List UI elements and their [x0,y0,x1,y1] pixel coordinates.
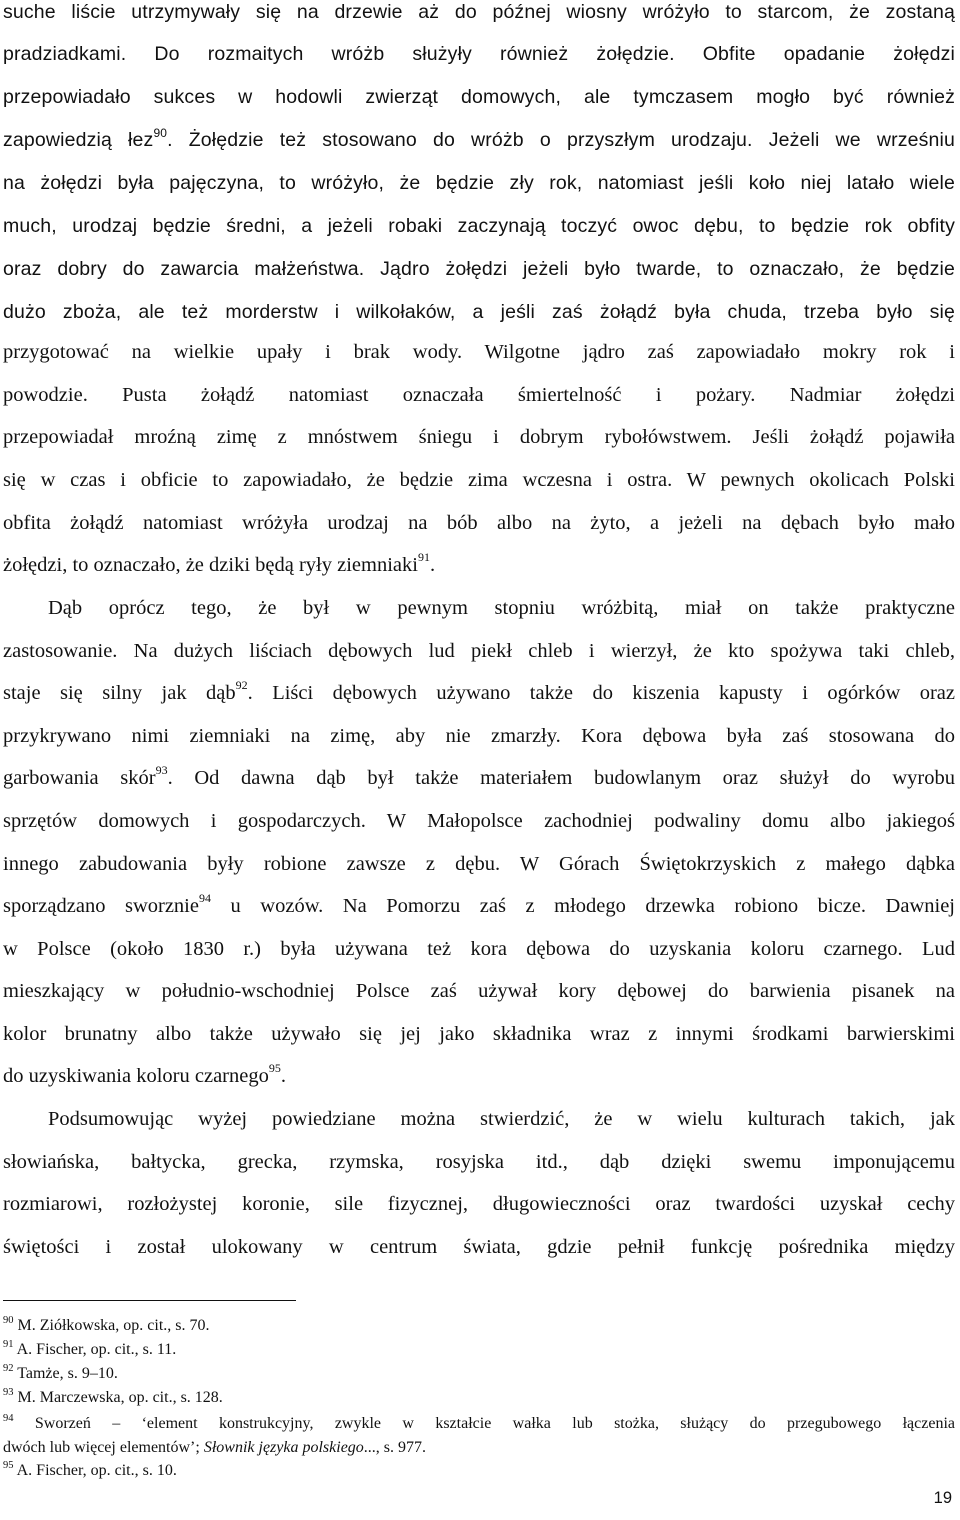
footnote-ref: 91 [417,550,430,565]
text-line: much, urodzaj będzie średni, a jeżeli robaki zaczynają toczyć owoc dębu, to będzie rok obfity [3,215,955,237]
text-line: sporządzano sworznie$^{94}$ u wozów. Na Pomorzu zaś z młodego drzewka robiono bicze. Dawniej [3,891,955,917]
footnote: $^{94}$ Sworzeń – ‘element konstrukcyjny, zwykle w kształcie wałka lub stożka, służący do przegubowego łączenia [3,1412,955,1432]
text-line: zapowiedzią łez$^{90}$. Żołędzie też stosowano do wróżb o przyszłym urodzaju. Jeżeli we wrześniu [3,125,955,151]
text-line: suche liście utrzymywały się na drzewie aż do późnej wiosny wróżyło to starcom, że zostaną [3,1,955,23]
text-line: Podsumowując wyżej powiedziane można stwierdzić, że w wielu kulturach takich, jak [48,1108,955,1130]
text-line: garbowania skór$^{93}$. Od dawna dąb był także materiałem budowlanym oraz służył do wyrobu [3,763,955,789]
footnote: $^{93}$ M. Marczewska, op. cit., s. 128. [3,1386,223,1406]
text-line: dużo zboża, ale też morderstw i wilkołaków, a jeśli zaś żołądź była chuda, trzeba było się [3,301,955,323]
page-number: 19 [933,1489,952,1507]
text-line: oraz dobry do zawarcia małżeństwa. Jądro żołędzi jeżeli było twarde, to oznaczało, że będzie [3,258,955,280]
text-line: kolor brunatny albo także używało się jej jako składnika wraz z innymi środkami barwierskimi [3,1023,955,1045]
footnote: $^{91}$ A. Fischer, op. cit., s. 11. [3,1338,177,1358]
text-line: zastosowanie. Na dużych liściach dębowych lud piekł chleb i wierzył, że kto spożywa taki chleb, [3,640,955,662]
text-line: mieszkający w południo-wschodniej Polsce zaś używał kory dębowej do barwienia pisanek na [3,980,955,1002]
text-line: rozmiarowi, rozłożystej koronie, sile fizycznej, długowieczności oraz twardości uzyskał cechy [3,1193,955,1215]
text-line: pradziadkami. Do rozmaitych wróżb służyły również żołędzie. Obfite opadanie żołędzi [3,43,955,65]
footnote-continuation: dwóch lub więcej elementów’; Słownik języka polskiego..., s. 977. [3,1439,427,1456]
text-line: słowiańska, bałtycka, grecka, rzymska, rosyjska itd., dąb dzięki swemu imponującemu [3,1151,955,1173]
footnote-ref: 90 [153,125,168,140]
text-line: staje się silny jak dąb$^{92}$. Liści dębowych używano także do kiszenia kapusty i ogórków oraz [3,678,955,704]
footnote: $^{90}$ M. Ziółkowska, op. cit., s. 70. [3,1314,210,1334]
footnote-separator [3,1300,296,1301]
text-line: powodzie. Pusta żołądź natomiast oznaczała śmiertelność i pożary. Nadmiar żołędzi [3,384,955,406]
italic-title: Słownik języka polskiego [203,1439,364,1456]
text-line: żołędzi, to oznaczało, że dziki będą ryły ziemniaki$^{91}$. [3,550,436,576]
footnote-ref: 93 [155,763,168,778]
text-line: sprzętów domowych i gospodarczych. W Małopolsce zachodniej podwaliny domu albo jakiegoś [3,810,955,832]
text-line: w Polsce (około 1830 r.) była używana też kora dębowa do uzyskania koloru czarnego. Lud [3,938,955,960]
text-line: przykrywano nimi ziemniaki na zimę, aby nie zmarzły. Kora dębowa była zaś stosowana do [3,725,955,747]
text-line: innego zabudowania były robione zawsze z dębu. W Górach Świętokrzyskich z małego dąbka [3,853,955,875]
text-line: na żołędzi była pajęczyna, to wróżyło, że będzie zły rok, natomiast jeśli koło niej latało wiele [3,172,955,194]
text-line: świętości i został ulokowany w centrum świata, gdzie pełnił funkcję pośrednika między [3,1236,955,1258]
text-line: się w czas i obficie to zapowiadało, że będzie zima wczesna i ostra. W pewnych okolicach Polski [3,469,955,491]
footnote-ref: 95 [268,1061,281,1076]
footnote-ref: 94 [198,891,211,906]
footnote: $^{95}$ A. Fischer, op. cit., s. 10. [3,1459,177,1479]
footnote: $^{92}$ Tamże, s. 9–10. [3,1362,118,1382]
text-line: Dąb oprócz tego, że był w pewnym stopniu wróżbitą, miał on także praktyczne [48,597,955,619]
footnote-ref: 92 [235,678,248,693]
text-line: obfita żołądź natomiast wróżyła urodzaj na bób albo na żyto, a jeżeli na dębach było mało [3,512,955,534]
text-line: przepowiadało sukces w hodowli zwierząt domowych, ale tymczasem mogło być również [3,86,955,108]
text-line: do uzyskiwania koloru czarnego$^{95}$. [3,1061,286,1087]
text-line: przepowiadał mroźną zimę z mnóstwem śniegu i dobrym rybołówstwem. Jeśli żołądź pojawiła [3,426,955,448]
text-line: przygotować na wielkie upały i brak wody. Wilgotne jądro zaś zapowiadało mokry rok i [3,341,955,363]
